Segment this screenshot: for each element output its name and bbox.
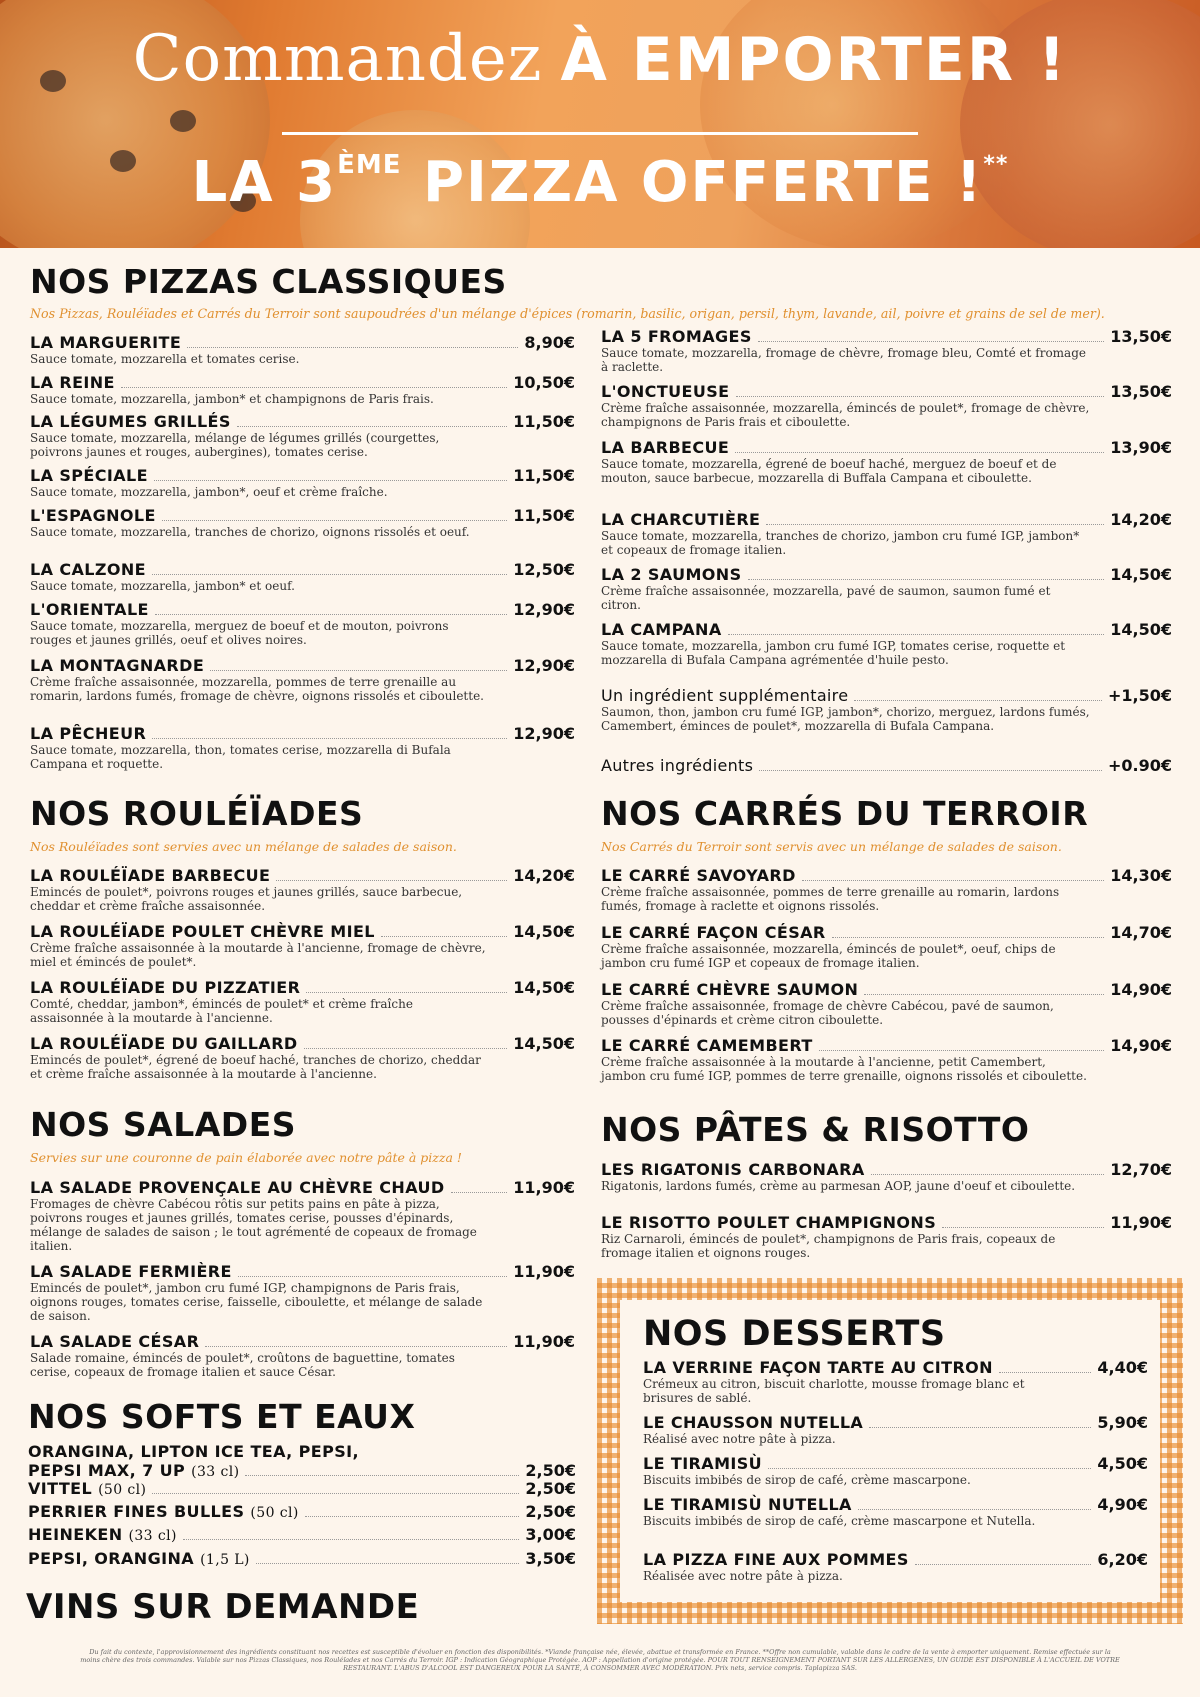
item-price: 12,50€ bbox=[513, 560, 575, 579]
leader-dots bbox=[768, 1468, 1091, 1469]
item-description: Biscuits imbibés de sirop de café, crème mascarpone et Nutella. bbox=[643, 1514, 1036, 1528]
item-name: LA SALADE CÉSAR bbox=[30, 1332, 200, 1351]
menu-item bbox=[601, 565, 1172, 612]
item-name: LE CARRÉ SAVOYARD bbox=[601, 866, 796, 885]
item-price: 11,90€ bbox=[513, 1178, 575, 1197]
item-price: 13,50€ bbox=[1110, 327, 1172, 346]
header-subtitle-sup: ÈME bbox=[337, 150, 402, 180]
leader-dots bbox=[162, 520, 507, 521]
section-note-carres: Nos Carrés du Terroir sont servis avec un mélange de salades de saison. bbox=[601, 839, 1062, 854]
item-description: Crème fraîche assaisonnée, fromage de chèvre Cabécou, pavé de saumon, pousses d'épinards et crème citron ciboulette. bbox=[601, 999, 1054, 1027]
header-divider bbox=[282, 132, 918, 135]
item-name: LA SALADE FERMIÈRE bbox=[30, 1262, 232, 1281]
item-description: Emincés de poulet*, égrené de boeuf haché, tranches de chorizo, cheddar et crème fraîche assaisonnée à la moutarde à l'ancienne. bbox=[30, 1053, 481, 1081]
header-banner bbox=[0, 0, 1200, 248]
item-price: 4,90€ bbox=[1097, 1495, 1148, 1514]
leader-dots bbox=[819, 1050, 1105, 1051]
menu-item bbox=[30, 978, 575, 1025]
leader-dots bbox=[759, 770, 1102, 771]
menu-item bbox=[601, 1213, 1172, 1260]
item-price: 11,90€ bbox=[1110, 1213, 1172, 1232]
leader-dots bbox=[152, 574, 507, 575]
leader-dots bbox=[306, 992, 507, 993]
drink-item bbox=[28, 1549, 576, 1568]
drink-item bbox=[28, 1442, 576, 1480]
item-name: LE TIRAMISÙ bbox=[643, 1454, 763, 1473]
leader-dots bbox=[187, 347, 518, 348]
header-title-emporter: À EMPORTER ! bbox=[560, 25, 1068, 95]
section-title-carres: NOS CARRÉS DU TERROIR bbox=[601, 794, 1089, 833]
item-description: Biscuits imbibés de sirop de café, crème mascarpone. bbox=[643, 1473, 971, 1487]
menu-item bbox=[30, 1262, 575, 1323]
item-price: 4,40€ bbox=[1097, 1358, 1148, 1377]
item-name: LA REINE bbox=[30, 373, 115, 392]
menu-item bbox=[601, 1036, 1172, 1083]
item-description: Crème fraîche assaisonnée, mozzarella, pavé de saumon, saumon fumé et citron. bbox=[601, 584, 1051, 612]
item-price: 14,20€ bbox=[1110, 510, 1172, 529]
menu-item bbox=[30, 333, 575, 366]
leader-dots bbox=[237, 426, 507, 427]
item-name: LA 2 SAUMONS bbox=[601, 565, 742, 584]
item-name: LA PIZZA FINE AUX POMMES bbox=[643, 1550, 909, 1569]
header-subtitle-pre: LA 3 bbox=[191, 150, 338, 215]
item-price: 14,20€ bbox=[513, 866, 575, 885]
item-price: 6,20€ bbox=[1097, 1550, 1148, 1569]
item-price: 14,50€ bbox=[513, 922, 575, 941]
menu-item bbox=[30, 724, 575, 771]
item-name: LA BARBECUE bbox=[601, 438, 730, 457]
olive-decoration bbox=[170, 110, 196, 132]
item-name: HEINEKEN bbox=[28, 1525, 123, 1544]
leader-dots bbox=[728, 634, 1105, 635]
item-description: Crème fraîche assaisonnée à la moutarde à l'ancienne, petit Camembert, jambon cru fumé IGP, pommes de terre grenaille, oignons rissolés et ciboulette. bbox=[601, 1055, 1087, 1083]
item-name: LA MARGUERITE bbox=[30, 333, 182, 352]
item-description: Emincés de poulet*, jambon cru fumé IGP, champignons de Paris frais, oignons rouges, tomates cerise, faisselle, ciboulette, et mélange de salade de saison. bbox=[30, 1281, 483, 1323]
item-description: Sauce tomate, mozzarella, jambon* et oeuf. bbox=[30, 579, 295, 593]
item-unit: (50 cl) bbox=[250, 1505, 299, 1521]
leader-dots bbox=[854, 700, 1102, 701]
item-description: Sauce tomate, mozzarella, jambon*, oeuf et crème fraîche. bbox=[30, 485, 388, 499]
menu-item bbox=[601, 980, 1172, 1027]
item-description: Sauce tomate, mozzarella, égrené de boeuf haché, merguez de boeuf et de mouton, sauce barbecue, mozzarella di Buffala Campana et ciboulette. bbox=[601, 457, 1057, 485]
item-description: Saumon, thon, jambon cru fumé IGP, jambon*, chorizo, merguez, lardons fumés, Camembert, éminces de poulet*, mozzarella di Bufala Campana. bbox=[601, 705, 1090, 733]
menu-item bbox=[643, 1550, 1148, 1583]
item-price: 8,90€ bbox=[524, 333, 575, 352]
leader-dots bbox=[121, 387, 507, 388]
leader-dots bbox=[864, 994, 1104, 995]
item-price: 4,50€ bbox=[1097, 1454, 1148, 1473]
section-title-vins: VINS SUR DEMANDE bbox=[26, 1587, 420, 1627]
item-name: L'ONCTUEUSE bbox=[601, 382, 730, 401]
leader-dots bbox=[915, 1564, 1092, 1565]
item-description: Fromages de chèvre Cabécou rôtis sur petits pains en pâte à pizza, poivrons rouges et jaunes grillés, tomates cerise, pousses d'épinards, mélange de salades de saison ; le tout agrémenté de copeaux de fromage italien. bbox=[30, 1197, 477, 1253]
item-unit: (1,5 L) bbox=[200, 1552, 250, 1568]
menu-item bbox=[30, 866, 575, 913]
item-description: Crème fraîche assaisonnée, mozzarella, pommes de terre grenaille au romarin, lardons fumés, fromage de chèvre, oignons rissolés et ciboulette. bbox=[30, 675, 484, 703]
item-name: VITTEL bbox=[28, 1479, 93, 1498]
menu-item bbox=[601, 510, 1172, 557]
item-unit: (50 cl) bbox=[98, 1482, 147, 1498]
item-description: Sauce tomate, mozzarella, merguez de boeuf et de mouton, poivrons rouges et jaunes grillés, oeuf et olives noires. bbox=[30, 619, 449, 647]
item-name: LA ROULÉÏADE BARBECUE bbox=[30, 866, 271, 885]
leader-dots bbox=[245, 1475, 519, 1476]
item-name: LA 5 FROMAGES bbox=[601, 327, 752, 346]
menu-item bbox=[30, 922, 575, 969]
item-price: 11,50€ bbox=[513, 412, 575, 431]
item-name: LA CALZONE bbox=[30, 560, 146, 579]
item-description: Crème fraîche assaisonnée, mozzarella, émincés de poulet*, fromage de chèvre, champignons de Paris frais et ciboulette. bbox=[601, 401, 1090, 429]
leader-dots bbox=[858, 1509, 1092, 1510]
drink-item bbox=[28, 1479, 576, 1498]
leader-dots bbox=[381, 936, 507, 937]
section-title-pizzas: NOS PIZZAS CLASSIQUES bbox=[30, 262, 507, 301]
leader-dots bbox=[735, 452, 1104, 453]
leader-dots bbox=[152, 1493, 519, 1494]
item-price: 11,50€ bbox=[513, 466, 575, 485]
item-name: Autres ingrédients bbox=[601, 756, 754, 775]
item-name: LE RISOTTO POULET CHAMPIGNONS bbox=[601, 1213, 937, 1232]
leader-dots bbox=[152, 738, 507, 739]
menu-item bbox=[30, 656, 575, 703]
item-unit: (33 cl) bbox=[128, 1528, 177, 1544]
menu-item bbox=[30, 600, 575, 647]
leader-dots bbox=[154, 480, 507, 481]
drink-item bbox=[28, 1525, 576, 1544]
item-name: LA SPÉCIALE bbox=[30, 466, 148, 485]
item-name: LE CARRÉ CHÈVRE SAUMON bbox=[601, 980, 859, 999]
leader-dots bbox=[155, 614, 507, 615]
item-name: LE CHAUSSON NUTELLA bbox=[643, 1413, 864, 1432]
drink-item bbox=[28, 1502, 576, 1521]
item-description: Sauce tomate, mozzarella, jambon* et champignons de Paris frais. bbox=[30, 392, 434, 406]
menu-item bbox=[30, 506, 575, 539]
item-price: 11,90€ bbox=[513, 1262, 575, 1281]
header-subtitle bbox=[0, 150, 1200, 215]
item-price: 11,90€ bbox=[513, 1332, 575, 1351]
item-price: 14,30€ bbox=[1110, 866, 1172, 885]
menu-item bbox=[601, 620, 1172, 667]
item-price: 13,90€ bbox=[1110, 438, 1172, 457]
leader-dots bbox=[256, 1563, 520, 1564]
leader-dots bbox=[276, 880, 507, 881]
extra-ingredient bbox=[601, 686, 1172, 733]
item-price: 3,50€ bbox=[525, 1549, 576, 1568]
item-description: Crème fraîche assaisonnée à la moutarde à l'ancienne, fromage de chèvre, miel et émincés de poulet*. bbox=[30, 941, 486, 969]
item-name: LE CARRÉ CAMEMBERT bbox=[601, 1036, 813, 1055]
menu-item bbox=[601, 327, 1172, 374]
section-title-pates: NOS PÂTES & RISOTTO bbox=[601, 1110, 1030, 1149]
leader-dots bbox=[210, 670, 507, 671]
leader-dots bbox=[736, 396, 1105, 397]
item-description: Crémeux au citron, biscuit charlotte, mousse fromage blanc et brisures de sablé. bbox=[643, 1377, 1025, 1405]
item-name: L'ESPAGNOLE bbox=[30, 506, 156, 525]
menu-item bbox=[30, 373, 575, 406]
leader-dots bbox=[832, 937, 1105, 938]
item-price: 12,90€ bbox=[513, 600, 575, 619]
item-price: 2,50€ bbox=[525, 1461, 576, 1480]
leader-dots bbox=[869, 1427, 1091, 1428]
leader-dots bbox=[758, 341, 1104, 342]
item-name: PERRIER FINES BULLES bbox=[28, 1502, 245, 1521]
menu-item bbox=[30, 1332, 575, 1379]
leader-dots bbox=[766, 524, 1104, 525]
item-name: Un ingrédient supplémentaire bbox=[601, 686, 849, 705]
item-name: LA ROULÉÏADE POULET CHÈVRE MIEL bbox=[30, 922, 375, 941]
leader-dots bbox=[304, 1048, 508, 1049]
item-description: Sauce tomate, mozzarella, tranches de chorizo, jambon cru fumé IGP, jambon* et copeaux de fromage italien. bbox=[601, 529, 1080, 557]
extra-ingredient bbox=[601, 756, 1172, 775]
leader-dots bbox=[305, 1516, 520, 1517]
item-price: 13,50€ bbox=[1110, 382, 1172, 401]
leader-dots bbox=[942, 1227, 1104, 1228]
item-name: LA MONTAGNARDE bbox=[30, 656, 205, 675]
item-description: Riz Carnaroli, émincés de poulet*, champignons de Paris frais, copeaux de fromage italien et oignons rouges. bbox=[601, 1232, 1056, 1260]
menu-item bbox=[30, 466, 575, 499]
menu-item bbox=[601, 866, 1172, 913]
item-description: Rigatonis, lardons fumés, crème au parmesan AOP, jaune d'oeuf et ciboulette. bbox=[601, 1179, 1076, 1193]
item-price: 14,50€ bbox=[1110, 620, 1172, 639]
item-price: 14,90€ bbox=[1110, 980, 1172, 999]
item-name: LE CARRÉ FAÇON CÉSAR bbox=[601, 923, 826, 942]
section-note-pizzas: Nos Pizzas, Rouléïades et Carrés du Terroir sont saupoudrées d'un mélange d'épices (romarin, basilic, origan, persil, thym, lavande, ail, poivre et grains de sel de mer). bbox=[30, 306, 1105, 321]
item-price: 5,90€ bbox=[1097, 1413, 1148, 1432]
item-name: LA VERRINE FAÇON TARTE AU CITRON bbox=[643, 1358, 993, 1377]
leader-dots bbox=[748, 579, 1105, 580]
item-price: 12,90€ bbox=[513, 656, 575, 675]
leader-dots bbox=[802, 880, 1104, 881]
item-price: 12,90€ bbox=[513, 724, 575, 743]
item-description: Sauce tomate, mozzarella, thon, tomates cerise, mozzarella di Bufala Campana et roquette. bbox=[30, 743, 451, 771]
item-description: Sauce tomate, mozzarella, tranches de chorizo, oignons rissolés et oeuf. bbox=[30, 525, 470, 539]
item-description: Sauce tomate, mozzarella et tomates cerise. bbox=[30, 352, 300, 366]
item-name: LA PÊCHEUR bbox=[30, 724, 147, 743]
menu-item bbox=[643, 1413, 1148, 1446]
item-price: +0.90€ bbox=[1107, 756, 1172, 775]
section-title-softs: NOS SOFTS ET EAUX bbox=[28, 1397, 416, 1436]
item-description: Crème fraîche assaisonnée, mozzarella, émincés de poulet*, oeuf, chips de jambon cru fumé IGP et copeaux de fromage italien. bbox=[601, 942, 1056, 970]
item-price: 3,00€ bbox=[525, 1525, 576, 1544]
item-description: Crème fraîche assaisonnée, pommes de terre grenaille au romarin, lardons fumés, fromage à raclette et oignons rissolés. bbox=[601, 885, 1060, 913]
menu-item bbox=[30, 560, 575, 593]
item-price: 14,50€ bbox=[513, 978, 575, 997]
header-subtitle-stars: ** bbox=[983, 152, 1009, 177]
header-title bbox=[0, 22, 1200, 96]
header-subtitle-post: PIZZA OFFERTE ! bbox=[401, 150, 984, 215]
item-price: 14,70€ bbox=[1110, 923, 1172, 942]
menu-item bbox=[601, 1160, 1172, 1193]
menu-item bbox=[601, 923, 1172, 970]
item-description: Sauce tomate, mozzarella, fromage de chèvre, fromage bleu, Comté et fromage à raclette. bbox=[601, 346, 1086, 374]
item-price: +1,50€ bbox=[1107, 686, 1172, 705]
item-price: 2,50€ bbox=[525, 1479, 576, 1498]
leader-dots bbox=[999, 1372, 1091, 1373]
item-price: 14,90€ bbox=[1110, 1036, 1172, 1055]
item-name: LA ROULÉÏADE DU PIZZATIER bbox=[30, 978, 301, 997]
item-price: 10,50€ bbox=[513, 373, 575, 392]
section-title-salades: NOS SALADES bbox=[30, 1105, 297, 1144]
item-name: LE TIRAMISÙ NUTELLA bbox=[643, 1495, 852, 1514]
leader-dots bbox=[238, 1276, 507, 1277]
footer-legal-text: Du fait du contexte, l'approvisionnement des ingrédients constituant nos recettes est susceptible d'évoluer en fonction des disponibilités. *Viande française née, élevée, abattue et transformée en France. **Offre non cumulable, valable dans le cadre de la vente à emporter uniquement. Remise effectuée sur la moins chère des trois commandes. Valable sur nos Pizzas Classiques, nos Rouléïades et nos Carrés du Terroir. IGP : Indication Géographique Protégée. AOP : Appellation d'origine protégée. POUR TOUT RENSEIGNEMENT PORTANT SUR LES ALLERGENES, UN GUIDE EST DISPONIBLE À L'ACCUEIL DE VOTRE RESTAURANT. L'ABUS D'ALCOOL EST DANGEREUX POUR LA SANTÉ, À CONSOMMER AVEC MODÉRATION. Prix nets, service compris. Taplapizza SAS. bbox=[80, 1648, 1120, 1672]
menu-item bbox=[30, 412, 575, 459]
item-name: PEPSI, ORANGINA bbox=[28, 1549, 195, 1568]
section-note-rouleiades: Nos Rouléïades sont servies avec un mélange de salades de saison. bbox=[30, 839, 457, 854]
item-name: LA SALADE PROVENÇALE AU CHÈVRE CHAUD bbox=[30, 1178, 445, 1197]
item-description: Sauce tomate, mozzarella, jambon cru fumé IGP, tomates cerise, roquette et mozzarella di Bufala Campana agrémentée d'huile pesto. bbox=[601, 639, 1066, 667]
menu-item bbox=[30, 1034, 575, 1081]
item-name: PEPSI MAX, 7 UP bbox=[28, 1461, 186, 1480]
item-price: 2,50€ bbox=[525, 1502, 576, 1521]
menu-item bbox=[643, 1358, 1148, 1405]
item-description: Sauce tomate, mozzarella, mélange de légumes grillés (courgettes, poivrons jaunes et rouges, aubergines), tomates cerise. bbox=[30, 431, 440, 459]
header-title-commandez: Commandez bbox=[132, 22, 543, 96]
leader-dots bbox=[451, 1192, 508, 1193]
menu-item bbox=[643, 1495, 1148, 1528]
item-description: Réalisé avec notre pâte à pizza. bbox=[643, 1432, 836, 1446]
item-price: 12,70€ bbox=[1110, 1160, 1172, 1179]
section-title-rouleiades: NOS ROULÉÏADES bbox=[30, 794, 364, 833]
item-price: 11,50€ bbox=[513, 506, 575, 525]
item-name: LA ROULÉÏADE DU GAILLARD bbox=[30, 1034, 298, 1053]
item-price: 14,50€ bbox=[513, 1034, 575, 1053]
item-description: Comté, cheddar, jambon*, émincés de poulet* et crème fraîche assaisonnée à la moutarde à l'ancienne. bbox=[30, 997, 413, 1025]
menu-item bbox=[601, 382, 1172, 429]
item-name: LES RIGATONIS CARBONARA bbox=[601, 1160, 865, 1179]
item-unit: (33 cl) bbox=[191, 1464, 240, 1480]
leader-dots bbox=[205, 1346, 507, 1347]
section-note-salades: Servies sur une couronne de pain élaborée avec notre pâte à pizza ! bbox=[30, 1150, 462, 1165]
menu-item bbox=[643, 1454, 1148, 1487]
item-description: Réalisée avec notre pâte à pizza. bbox=[643, 1569, 843, 1583]
item-description: Salade romaine, émincés de poulet*, croûtons de baguettine, tomates cerise, copeaux de fromage italien et sauce César. bbox=[30, 1351, 455, 1379]
item-name: LA LÉGUMES GRILLÉS bbox=[30, 412, 231, 431]
item-name: LA CHARCUTIÈRE bbox=[601, 510, 761, 529]
item-name: LA CAMPANA bbox=[601, 620, 722, 639]
item-name: L'ORIENTALE bbox=[30, 600, 149, 619]
menu-item bbox=[30, 1178, 575, 1253]
item-description: Emincés de poulet*, poivrons rouges et jaunes grillés, sauce barbecue, cheddar et crème fraîche assaisonnée. bbox=[30, 885, 463, 913]
item-price: 14,50€ bbox=[1110, 565, 1172, 584]
item-name-line1: ORANGINA, LIPTON ICE TEA, PEPSI, bbox=[28, 1442, 359, 1461]
leader-dots bbox=[871, 1174, 1105, 1175]
section-title-desserts: NOS DESSERTS bbox=[643, 1314, 946, 1354]
menu-item bbox=[601, 438, 1172, 485]
leader-dots bbox=[183, 1539, 520, 1540]
